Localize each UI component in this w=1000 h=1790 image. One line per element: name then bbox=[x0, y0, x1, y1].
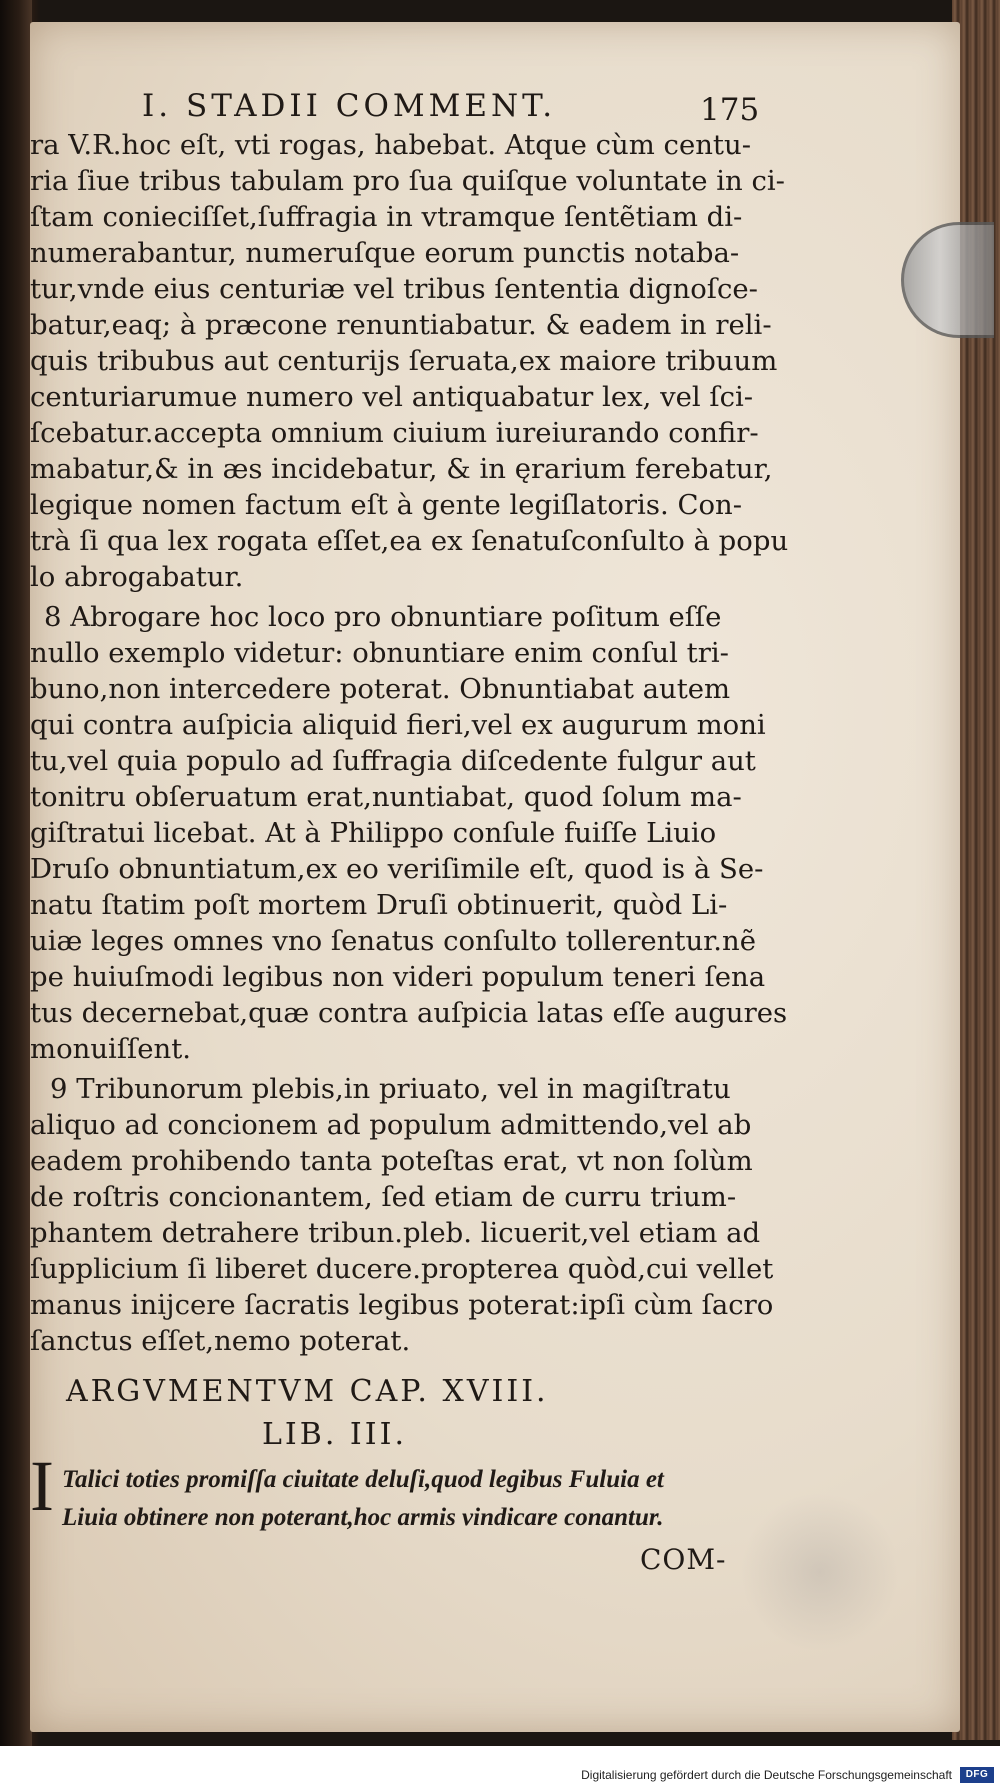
text-line: eadem prohibendo tanta poteſtas erat, vt non ſolùm bbox=[30, 1145, 753, 1177]
summary-line: Talici toties promiſſa ciuitate deluſi,quod legibus Fuluia et bbox=[62, 1466, 664, 1493]
text-line: ſtam conieciſſet,ſuffragia in vtramque ſentẽtiam di- bbox=[30, 201, 743, 233]
text-line: nullo exemplo videtur: obnuntiare enim conſul tri- bbox=[30, 637, 729, 669]
text-line: de roſtris concionantem, ſed etiam de curru trium- bbox=[30, 1181, 737, 1213]
text-line: natu ſtatim poſt mortem Druſi obtinuerit, quòd Li- bbox=[30, 889, 728, 921]
summary-line: Liuia obtinere non poterant,hoc armis vindicare conantur. bbox=[62, 1504, 664, 1531]
footer-bar bbox=[0, 1746, 1000, 1790]
text-line: trà ſi qua lex rogata eſſet,ea ex ſenatuſconſulto à popu bbox=[30, 525, 789, 557]
text-line: ſupplicium ſi liberet ducere.propterea quòd,cui vellet bbox=[30, 1253, 774, 1285]
text-line: tonitru obſeruatum erat,nuntiabat, quod ſolum ma- bbox=[30, 781, 742, 813]
text-line: numerabantur, numeruſque eorum punctis notaba- bbox=[30, 237, 740, 269]
text-line: manus inijcere ſacratis legibus poterat:ipſi cùm ſacro bbox=[30, 1289, 774, 1321]
text-line: tus decernebat,quæ contra auſpicia latas eſſe augures bbox=[30, 997, 788, 1029]
page-number: 175 bbox=[700, 92, 760, 128]
digitization-credit: Digitalisierung gefördert durch die Deutsche Forschungsgemeinschaft bbox=[581, 1768, 952, 1782]
text-line: lo abrogabatur. bbox=[30, 561, 244, 593]
page-stain bbox=[740, 1492, 900, 1652]
chapter-heading: ARGVMENTVM CAP. XVIII. bbox=[66, 1374, 549, 1409]
text-line: giſtratui licebat. At à Philippo conſule fuiſſe Liuio bbox=[30, 817, 717, 849]
text-line: monuiſſent. bbox=[30, 1033, 191, 1065]
text-line: ra V.R.hoc eſt, vti rogas, habebat. Atque cùm centu- bbox=[30, 129, 751, 161]
initial-capital: I bbox=[30, 1446, 54, 1526]
text-line: ſcebatur.accepta omnium ciuium iureiurando confir- bbox=[30, 417, 759, 449]
text-line: ria ſiue tribus tabulam pro ſua quiſque voluntate in ci- bbox=[30, 165, 785, 197]
text-line: mabatur,& in æs incidebatur, & in ęrarium ferebatur, bbox=[30, 453, 773, 485]
text-line: tur,vnde eius centuriæ vel tribus ſententia dignoſce- bbox=[30, 273, 758, 305]
chapter-subheading: LIB. III. bbox=[262, 1417, 407, 1452]
text-line: pe huiuſmodi legibus non videri populum teneri ſena bbox=[30, 961, 766, 993]
catchword: COM- bbox=[640, 1543, 727, 1576]
text-line: tu,vel quia populo ad ſuffragia diſcedente fulgur aut bbox=[30, 745, 756, 777]
text-line: legique nomen factum eſt à gente legiſlatoris. Con- bbox=[30, 489, 743, 521]
text-line: qui contra auſpicia aliquid fieri,vel ex augurum moni bbox=[30, 709, 766, 741]
text-line: aliquo ad concionem ad populum admittendo,vel ab bbox=[30, 1109, 752, 1141]
text-line: buno,non intercedere poterat. Obnuntiabat autem bbox=[30, 673, 731, 705]
text-line: batur,eaq; à præcone renuntiabatur. & eadem in reli- bbox=[30, 309, 772, 341]
text-line: quis tribubus aut centurijs ſeruata,ex maiore tribuum bbox=[30, 345, 778, 377]
text-line: 8 Abrogare hoc loco pro obnuntiare poſitum eſſe bbox=[44, 601, 722, 633]
running-head-title: I. STADII COMMENT. bbox=[142, 88, 557, 124]
text-line: phantem detrahere tribun.pleb. licuerit,vel etiam ad bbox=[30, 1217, 761, 1249]
text-line: uiæ leges omnes vno ſenatus conſulto tollerentur.nẽ bbox=[30, 925, 757, 957]
book-binding bbox=[0, 0, 32, 1790]
text-line: ſanctus eſſet,nemo poterat. bbox=[30, 1325, 411, 1357]
dfg-logo-icon: DFG bbox=[960, 1767, 994, 1783]
book-page bbox=[30, 22, 960, 1732]
text-line: centuriarumue numero vel antiquabatur lex, vel ſci- bbox=[30, 381, 754, 413]
text-line: Druſo obnuntiatum,ex eo veriſimile eſt, quod is à Se- bbox=[30, 853, 764, 885]
text-line: 9 Tribunorum plebis,in priuato, vel in magiſtratu bbox=[50, 1073, 731, 1105]
